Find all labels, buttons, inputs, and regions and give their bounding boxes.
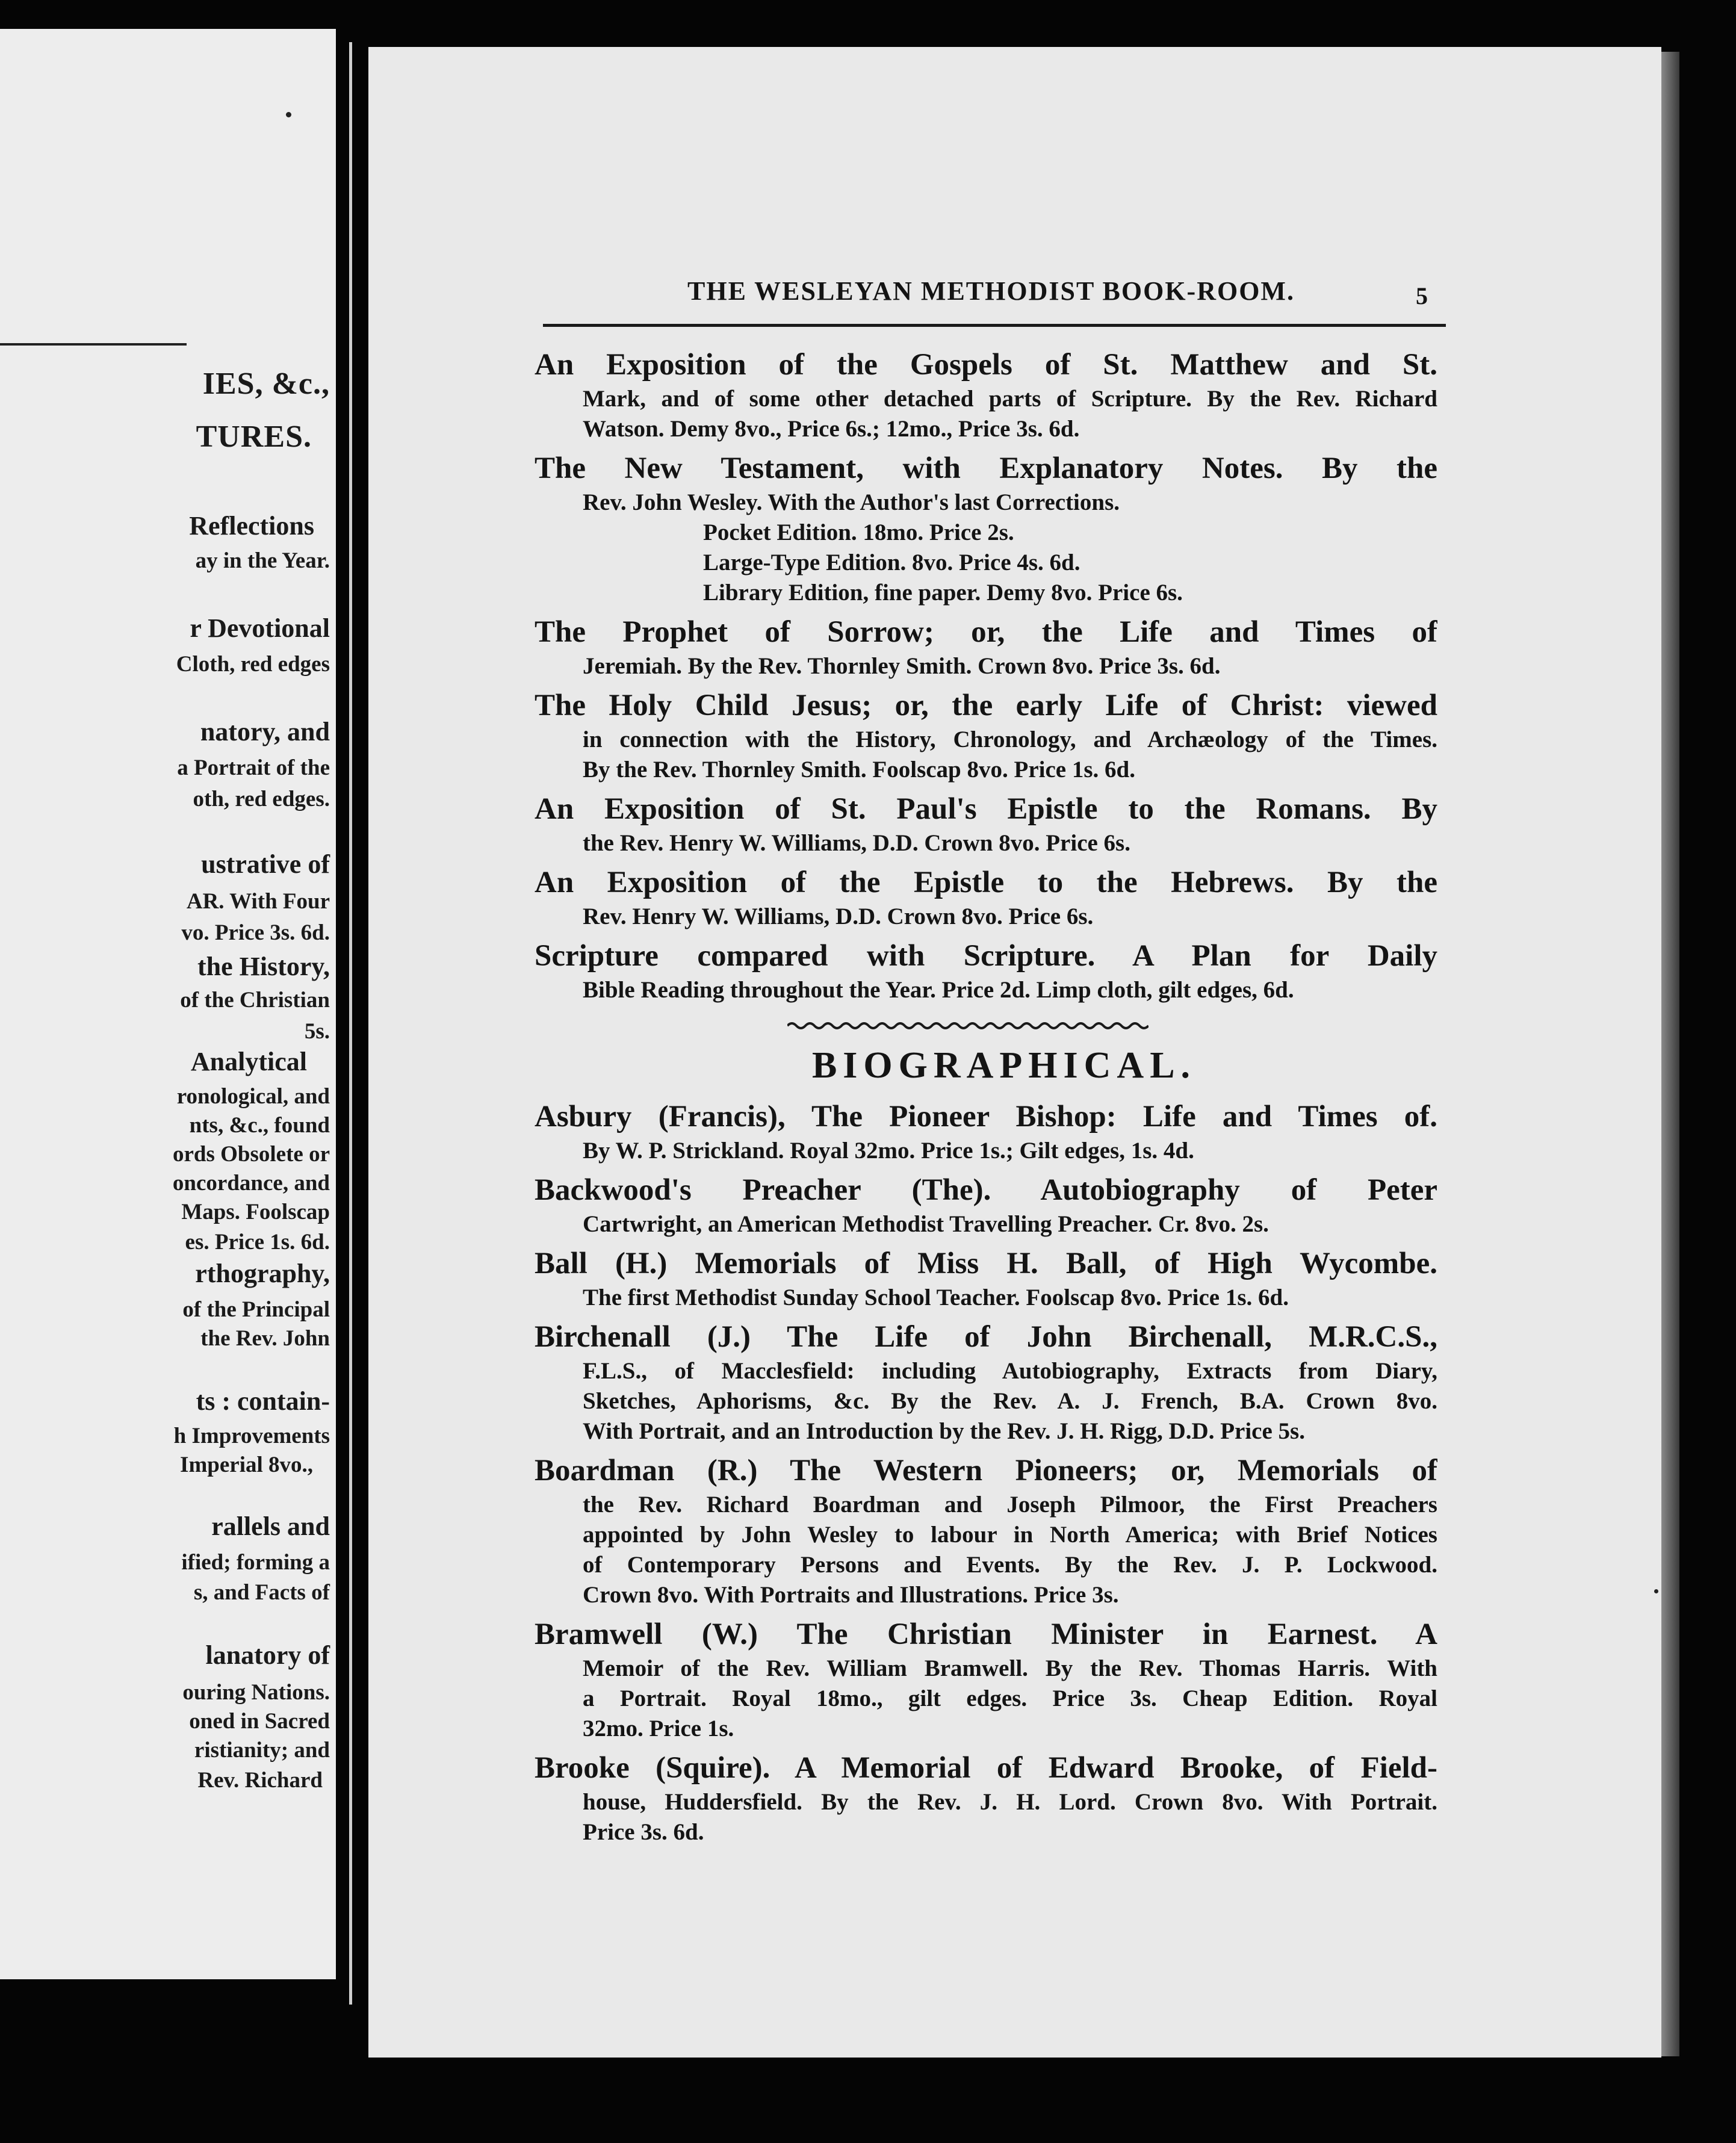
edition-line: Large-Type Edition. 8vo. Price 4s. 6d. [703,550,1080,575]
left-page-line: oncordance, and [172,1171,330,1196]
left-page-line: Maps. Foolscap [181,1200,330,1224]
entry-description-line: the Rev. Henry W. Williams, D.D. Crown 8vo. Price 6s. [583,830,1130,856]
entry-description [535,384,1437,444]
scripture-entries [535,346,1437,1005]
entry-description [535,828,1437,858]
left-page-line: Imperial 8vo., [180,1453,313,1477]
page-number: 5 [1416,282,1428,309]
entry-description-line: appointed by John Wesley to labour in North America; with Brief Notices [583,1522,1437,1548]
entry-description [535,1283,1437,1313]
entry-description-line: Sketches, Aphorisms, &c. By the Rev. A. J. French, B.A. Crown 8vo. [583,1388,1437,1414]
entry-description-line: the Rev. Richard Boardman and Joseph Pilmoor, the First Preachers [583,1492,1437,1518]
section-heading-biographical: BIOGRAPHICAL. [811,1045,1197,1086]
ink-speck [286,112,291,117]
entry-description-line: 32mo. Price 1s. [583,1716,734,1741]
catalogue-entry [535,1097,1437,1166]
entry-description [535,1356,1437,1447]
entry-title: Boardman (R.) The Western Pioneers; or, Memorials of [535,1454,1437,1487]
catalogue-entry [535,1318,1437,1447]
left-page-line: Analytical [190,1047,307,1076]
page-edge [1661,52,1679,2056]
edition-line: Library Edition, fine paper. Demy 8vo. Price 6s. [703,580,1183,606]
left-page [0,29,336,1979]
catalogue-entry [535,686,1437,785]
entry-title: The New Testament, with Explanatory Notes. By the [535,451,1437,485]
entry-title: The Prophet of Sorrow; or, the Life and Times of [535,615,1437,649]
catalogue-entry [535,863,1437,932]
entry-description-line: F.L.S., of Macclesfield: including Autobiography, Extracts from Diary, [583,1358,1437,1384]
entry-title: The Holy Child Jesus; or, the early Life of Christ: viewed [535,689,1437,722]
entry-description [535,1136,1437,1166]
left-page-line: of the Christian [180,988,330,1013]
entry-description-line: Bible Reading throughout the Year. Price 2d. Limp cloth, gilt edges, 6d. [583,977,1294,1003]
left-page-line: ay in the Year. [195,548,330,573]
right-page [368,47,1661,2058]
left-page-line: rthography, [195,1259,330,1288]
entry-description-line: Rev. John Wesley. With the Author's last Corrections. [583,489,1120,515]
wavy-ornament [787,1020,1149,1032]
left-page-line: vo. Price 3s. 6d. [181,920,330,945]
entry-description-line: Price 3s. 6d. [583,1819,704,1845]
entry-description-line: house, Huddersfield. By the Rev. J. H. Lord. Crown 8vo. With Portrait. [583,1789,1437,1815]
left-page-line: ts : contain- [196,1386,330,1416]
ink-speck [1654,1589,1658,1593]
edition-line: Pocket Edition. 18mo. Price 2s. [703,519,1014,545]
entry-description-line: Rev. Henry W. Williams, D.D. Crown 8vo. Price 6s. [583,904,1094,929]
entry-description [535,902,1437,932]
entry-title: An Exposition of the Gospels of St. Matthew and St. [535,348,1437,382]
catalogue-entry [535,790,1437,858]
catalogue-entry [535,613,1437,681]
left-page-line: ustrative of [201,849,330,879]
left-page-rule [0,343,187,346]
catalogue-entry [535,449,1437,608]
entry-description [535,1787,1437,1847]
page-content [535,346,1437,1852]
left-page-line: AR. With Four [186,889,330,914]
entry-title: Asbury (Francis), The Pioneer Bishop: Life and Times of. [535,1100,1437,1134]
left-page-line: ristianity; and [194,1738,330,1763]
entry-description-line: By W. P. Strickland. Royal 32mo. Price 1s.; Gilt edges, 1s. 4d. [583,1138,1194,1164]
entry-title: Backwood's Preacher (The). Autobiography of Peter [535,1173,1437,1207]
entry-description [535,651,1437,681]
left-page-line: a Portrait of the [177,755,330,780]
left-page-line: 5s. [304,1019,330,1044]
catalogue-entry [535,1451,1437,1610]
left-page-line: natory, and [200,717,330,746]
entry-description [535,1209,1437,1239]
left-page-line: h Improvements [173,1424,330,1448]
entry-description-line: a Portrait. Royal 18mo., gilt edges. Price 3s. Cheap Edition. Royal [583,1686,1437,1711]
entry-title: Brooke (Squire). A Memorial of Edward Brooke, of Field- [535,1751,1437,1785]
left-page-line: s, and Facts of [193,1580,330,1605]
entry-title: An Exposition of the Epistle to the Hebrews. By the [535,866,1437,899]
entry-description-line: in connection with the History, Chronology, and Archæology of the Times. [583,727,1437,752]
left-page-line: the Rev. John [200,1326,330,1351]
header-rule [543,324,1446,327]
left-page-line: oth, red edges. [193,787,330,811]
biographical-entries [535,1097,1437,1847]
catalogue-entry [535,1749,1437,1847]
left-page-line: es. Price 1s. 6d. [185,1230,330,1254]
left-page-line: oned in Sacred [189,1709,330,1734]
left-page-line: ronological, and [176,1084,330,1109]
left-page-line: TURES. [196,420,312,454]
entry-description-line: Cartwright, an American Methodist Travelling Preacher. Cr. 8vo. 2s. [583,1211,1269,1237]
entry-description-line: of Contemporary Persons and Events. By the Rev. J. P. Lockwood. [583,1552,1437,1578]
running-head: THE WESLEYAN METHODIST BOOK-ROOM. [687,276,1295,306]
left-page-line: ified; forming a [181,1550,330,1575]
entry-description [535,725,1437,785]
left-page-line: Rev. Richard [197,1768,323,1793]
left-page-line: ouring Nations. [182,1680,330,1705]
gutter [349,42,352,2005]
entry-description [535,1490,1437,1610]
left-page-line: ords Obsolete or [172,1142,330,1167]
entry-title: An Exposition of St. Paul's Epistle to the Romans. By [535,792,1437,826]
left-page-line: IES, &c., [202,367,330,401]
entry-description-line: Jeremiah. By the Rev. Thornley Smith. Crown 8vo. Price 3s. 6d. [583,653,1221,679]
entry-description-line: By the Rev. Thornley Smith. Foolscap 8vo. Price 1s. 6d. [583,757,1135,783]
entry-description-line: Mark, and of some other detached parts of Scripture. By the Rev. Richard [583,386,1437,412]
entry-title: Ball (H.) Memorials of Miss H. Ball, of High Wycombe. [535,1247,1437,1280]
catalogue-entry [535,937,1437,1005]
entry-description-line: Memoir of the Rev. William Bramwell. By the Rev. Thomas Harris. With [583,1655,1437,1681]
entry-description-line: Crown 8vo. With Portraits and Illustrations. Price 3s. [583,1582,1119,1608]
entry-description-line: The first Methodist Sunday School Teacher. Foolscap 8vo. Price 1s. 6d. [583,1285,1289,1310]
entry-description [535,1654,1437,1744]
left-page-line: Reflections [189,511,314,541]
entry-title: Birchenall (J.) The Life of John Birchenall, M.R.C.S., [535,1320,1437,1354]
left-page-line: lanatory of [205,1640,330,1670]
catalogue-entry [535,346,1437,444]
catalogue-entry [535,1171,1437,1239]
left-page-line: nts, &c., found [189,1113,330,1138]
left-page-line: rallels and [211,1512,330,1541]
entry-description-line: Watson. Demy 8vo., Price 6s.; 12mo., Price 3s. 6d. [583,416,1080,442]
left-page-line: Cloth, red edges [176,652,330,677]
catalogue-entry [535,1244,1437,1313]
entry-description-line: With Portrait, and an Introduction by the Rev. J. H. Rigg, D.D. Price 5s. [583,1418,1305,1444]
catalogue-entry [535,1615,1437,1744]
entry-description [535,975,1437,1005]
left-page-line: of the Principal [182,1297,330,1322]
entry-title: Bramwell (W.) The Christian Minister in Earnest. A [535,1617,1437,1651]
entry-title: Scripture compared with Scripture. A Plan for Daily [535,939,1437,973]
left-page-line: r Devotional [190,613,330,643]
left-page-line: the History, [197,952,330,981]
entry-description [535,488,1437,518]
